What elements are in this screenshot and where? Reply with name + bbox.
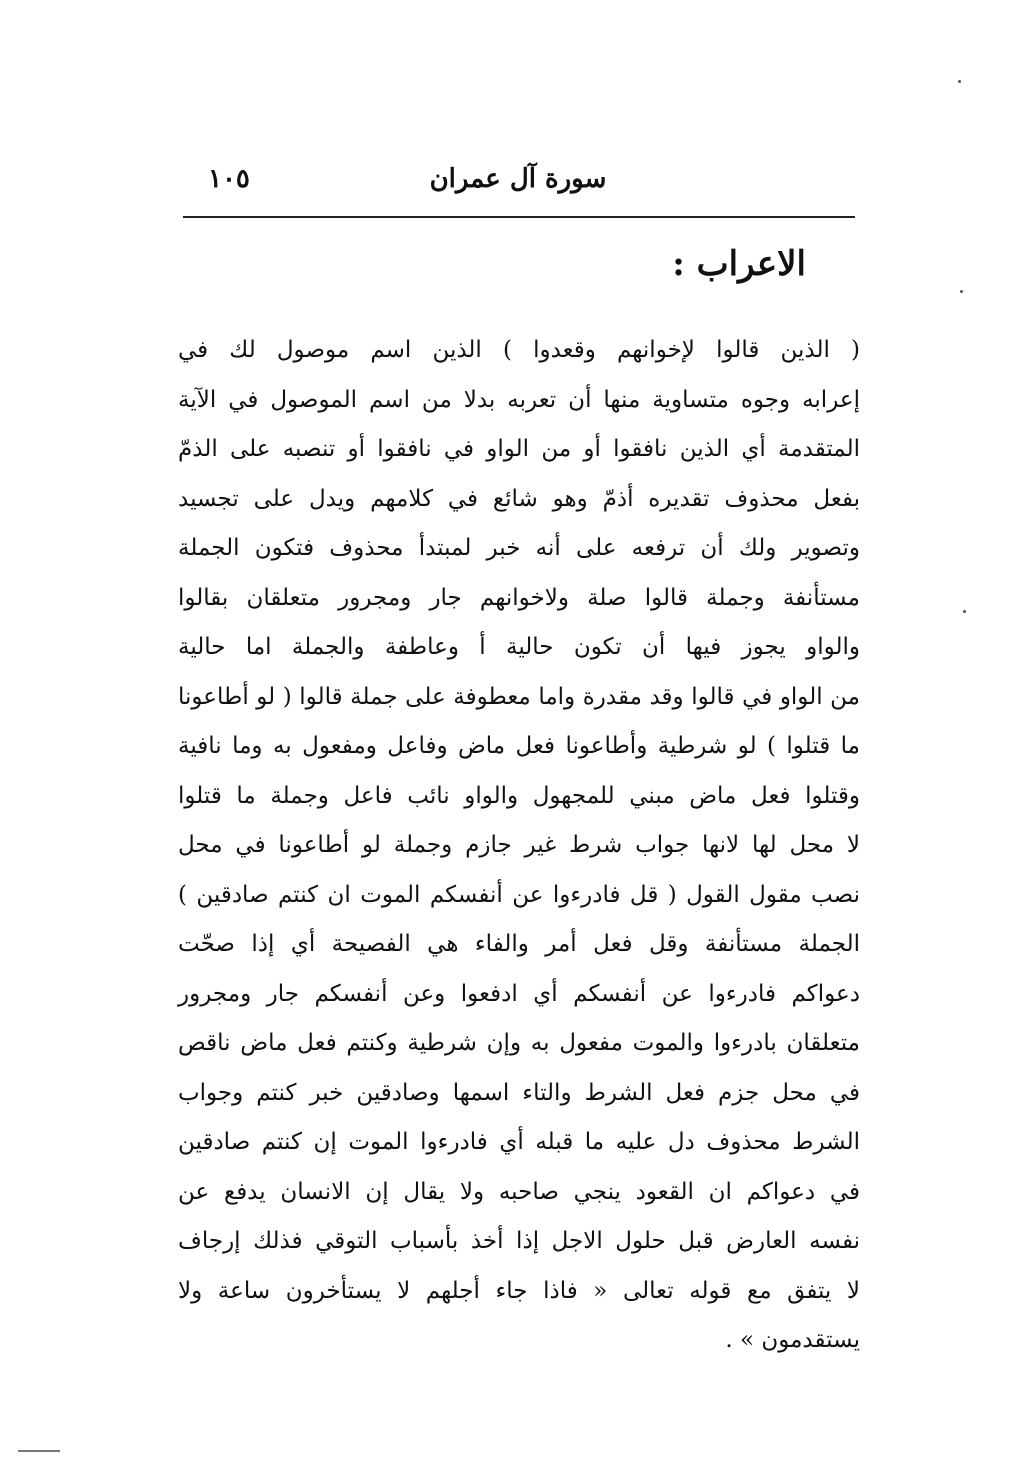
header-divider: [183, 216, 855, 218]
page-number: ١٠٥: [208, 164, 250, 194]
text-line: مستأنفة وجملة قالوا صلة ولاخوانهم جار ومجرور متعلقان بقالوا: [178, 584, 860, 611]
text-line: دعواكم فادرءوا عن أنفسكم أي ادفعوا وعن أنفسكم جار ومجرور: [178, 980, 860, 1007]
text-line: من الواو في قالوا وقد مقدرة واما معطوفة على جملة قالوا ( لو أطاعونا: [178, 683, 860, 710]
text-line: الجملة مستأنفة وقل فعل أمر والفاء هي الفصيحة أي إذا صحّت: [178, 931, 860, 957]
text-line: وقتلوا فعل ماض مبني للمجهول والواو نائب فاعل وجملة ما قتلوا: [178, 782, 860, 809]
scan-speck: [963, 610, 966, 613]
text-line: بفعل محذوف تقديره أذمّ وهو شائع في كلامهم ويدل على تجسيد: [178, 485, 860, 512]
text-line: في محل جزم فعل الشرط والتاء اسمها وصادقين خبر كنتم وجواب: [178, 1079, 860, 1106]
text-line: نصب مقول القول ( قل فادرءوا عن أنفسكم الموت ان كنتم صادقين ): [178, 881, 860, 908]
scan-edge-mark: [18, 1450, 60, 1452]
text-line: ما قتلوا ) لو شرطية وأطاعونا فعل ماض وفاعل ومفعول به وما نافية: [178, 733, 860, 759]
text-line: ( الذين قالوا لإخوانهم وقعدوا ) الذين اسم موصول لك في: [178, 337, 860, 363]
scan-speck: [958, 80, 961, 83]
text-line: متعلقان بادرءوا والموت مفعول به وإن شرطية وكنتم فعل ماض ناقص: [178, 1030, 860, 1056]
text-line: الشرط محذوف دل عليه ما قبله أي فادرءوا الموت إن كنتم صادقين: [178, 1129, 860, 1155]
text-line: لا محل لها لانها جواب شرط غير جازم وجملة لو أطاعونا في محل: [178, 832, 860, 858]
text-line: المتقدمة أي الذين نافقوا أو من الواو في نافقوا أو تنصبه على الذمّ: [178, 436, 860, 462]
section-heading: الاعراب :: [672, 244, 806, 284]
text-line: يستقدمون » .: [725, 1327, 860, 1353]
page-header: [178, 160, 858, 204]
text-line: إعرابه وجوه متساوية منها أن تعربه بدلا من اسم الموصول في الآية: [178, 386, 860, 413]
body-text: [178, 326, 860, 1366]
text-line: وتصوير ولك أن ترفعه على أنه خبر لمبتدأ محذوف فتكون الجملة: [178, 535, 860, 561]
scan-speck: [960, 290, 963, 293]
text-line: في دعواكم ان القعود ينجي صاحبه ولا يقال إن الانسان يدفع عن: [178, 1178, 860, 1205]
text-line: والواو يجوز فيها أن تكون حالية أ وعاطفة والجملة اما حالية: [178, 634, 860, 660]
text-line: نفسه العارض قبل حلول الاجل إذا أخذ بأسباب التوقي فذلك إرجاف: [178, 1228, 860, 1254]
text-line: لا يتفق مع قوله تعالى « فاذا جاء أجلهم لا يستأخرون ساعة ولا: [178, 1277, 860, 1304]
chapter-title: سورة آل عمران: [429, 164, 607, 194]
